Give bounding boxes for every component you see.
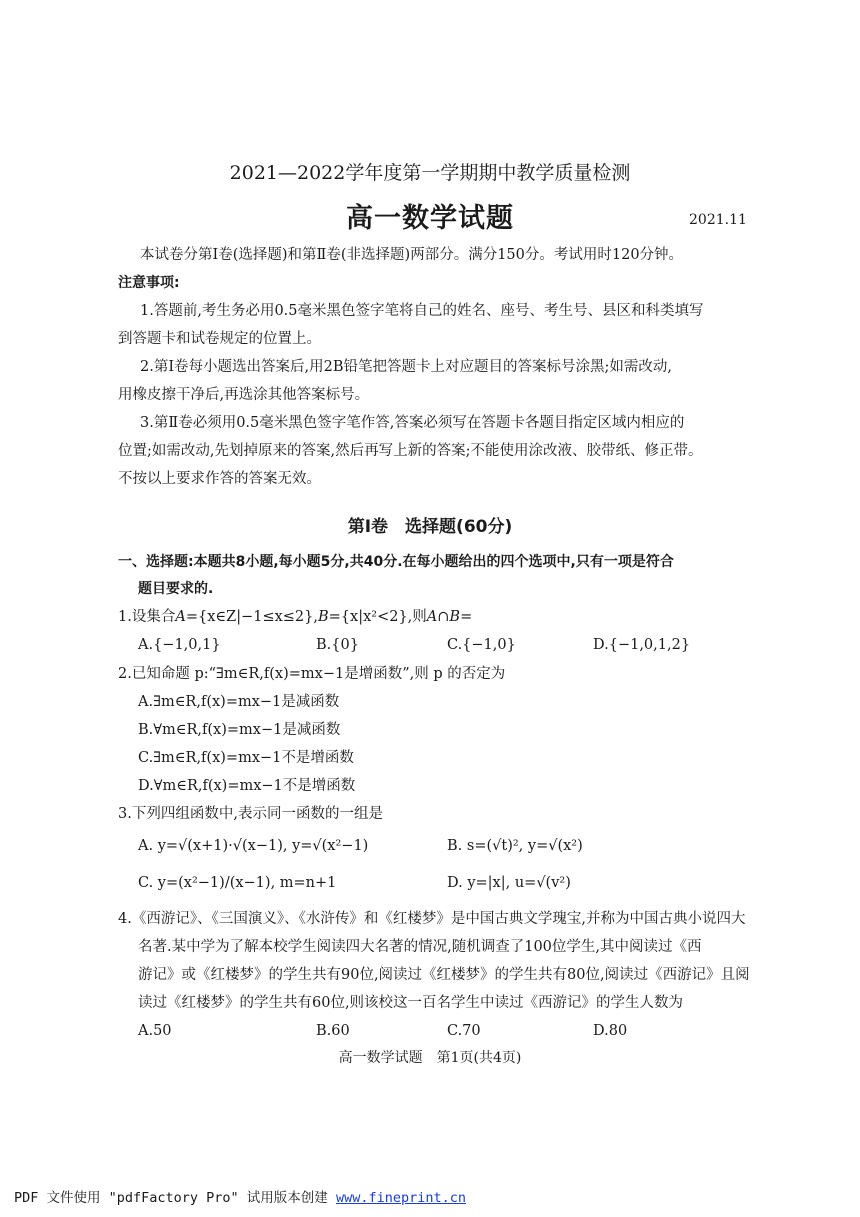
note-3-line-1: 3.第Ⅱ卷必须用0.5毫米黑色签字笔作答,答案必须写在答题卡各题目指定区域内相应的 [140, 415, 685, 431]
q2-option-c: C.∃m∈R,f(x)=mx−1不是增函数 [138, 750, 354, 766]
q2-stem: 2.已知命题 p:“∃m∈R,f(x)=mx−1是增函数”,则 p 的否定为 [118, 666, 506, 682]
q1-option-c: C.{−1,0} [447, 637, 516, 653]
note-1-line-1: 1.答题前,考生务必用0.5毫米黑色签字笔将自己的姓名、座号、考生号、县区和科类填写 [140, 303, 704, 319]
q1-set-a-name: A [175, 609, 186, 625]
q4-option-b: B.60 [316, 1023, 350, 1039]
q4-option-d: D.80 [593, 1023, 628, 1039]
q3-option-d: D. y=|x|, u=√(v²) [447, 875, 571, 891]
q3-option-c: C. y=(x²−1)/(x−1), m=n+1 [138, 875, 337, 891]
q1-set-b-name: B [318, 609, 329, 625]
q1-option-b: B.{0} [316, 637, 359, 653]
q2-option-b: B.∀m∈R,f(x)=mx−1是减函数 [138, 722, 341, 738]
note-3-line-3: 不按以上要求作答的答案无效。 [118, 471, 321, 487]
note-2-line-1: 2.第Ⅰ卷每小题选出答案后,用2B铅笔把答题卡上对应题目的答案标号涂黑;如需改动, [140, 359, 673, 375]
note-3-line-2: 位置;如需改动,先划掉原来的答案,然后再写上新的答案;不能使用涂改液、胶带纸、修正带。 [118, 443, 703, 459]
subject-title: 高一数学试题 [346, 203, 514, 234]
q4-line-1: 4.《西游记》、《三国演义》、《水浒传》和《红楼梦》是中国古典文学瑰宝,并称为中国古典小说四大 [118, 911, 746, 927]
q2-option-a: A.∃m∈R,f(x)=mx−1是减函数 [138, 694, 340, 710]
q4-option-c: C.70 [447, 1023, 481, 1039]
q3-option-a: A. y=√(x+1)·√(x−1), y=√(x²−1) [138, 838, 369, 854]
pdf-watermark [14, 1186, 466, 1206]
pdf-note: PDF 文件使用 "pdfFactory Pro" 试用版本创建 [14, 1190, 328, 1206]
section-instruction-line-2: 题目要求的. [138, 581, 214, 597]
q4-line-4: 读过《红楼梦》的学生共有60位,则该校这一百名学生中读过《西游记》的学生人数为 [138, 995, 684, 1011]
pdf-link[interactable]: www.fineprint.cn [335, 1190, 466, 1206]
q1-stem-prefix: 1.设集合 [118, 609, 176, 625]
q4-line-2: 名著.某中学为了解本校学生阅读四大名著的情况,随机调查了100位学生,其中阅读过《西 [138, 939, 702, 955]
q1-stem [118, 610, 472, 625]
page-footer: 高一数学试题 第1页(共4页) [338, 1050, 522, 1066]
q4-line-3: 游记》或《红楼梦》的学生共有90位,阅读过《红楼梦》的学生共有80位,阅读过《西游记》且阅 [138, 967, 750, 983]
note-1-line-2: 到答题卡和试卷规定的位置上。 [118, 331, 321, 347]
q3-option-b: B. s=(√t)², y=√(x²) [447, 838, 583, 854]
q1-ans: A∩B= [426, 609, 473, 625]
q1-set-a: ={x∈Z|−1≤x≤2}, [185, 609, 318, 625]
intro-text: 本试卷分第Ⅰ卷(选择题)和第Ⅱ卷(非选择题)两部分。满分150分。考试用时120分钟。 [140, 247, 684, 263]
q4-option-a: A.50 [138, 1023, 172, 1039]
q2-option-d: D.∀m∈R,f(x)=mx−1不是增函数 [138, 778, 356, 794]
exam-date: 2021.11 [689, 212, 747, 228]
q1-set-b: ={x|x²<2},则 [328, 609, 427, 625]
section-instruction-line-1: 一、选择题:本题共8小题,每小题5分,共40分.在每小题给出的四个选项中,只有一项是符合 [118, 554, 674, 570]
q1-option-d: D.{−1,0,1,2} [593, 637, 691, 653]
q1-option-a: A.{−1,0,1} [138, 637, 221, 653]
note-2-line-2: 用橡皮擦干净后,再选涂其他答案标号。 [118, 387, 370, 403]
q3-stem: 3.下列四组函数中,表示同一函数的一组是 [118, 806, 383, 822]
section-title: 第Ⅰ卷 选择题(60分) [347, 517, 513, 537]
exam-title: 2021—2022学年度第一学期期中教学质量检测 [229, 162, 631, 184]
notes-heading: 注意事项: [118, 275, 180, 291]
